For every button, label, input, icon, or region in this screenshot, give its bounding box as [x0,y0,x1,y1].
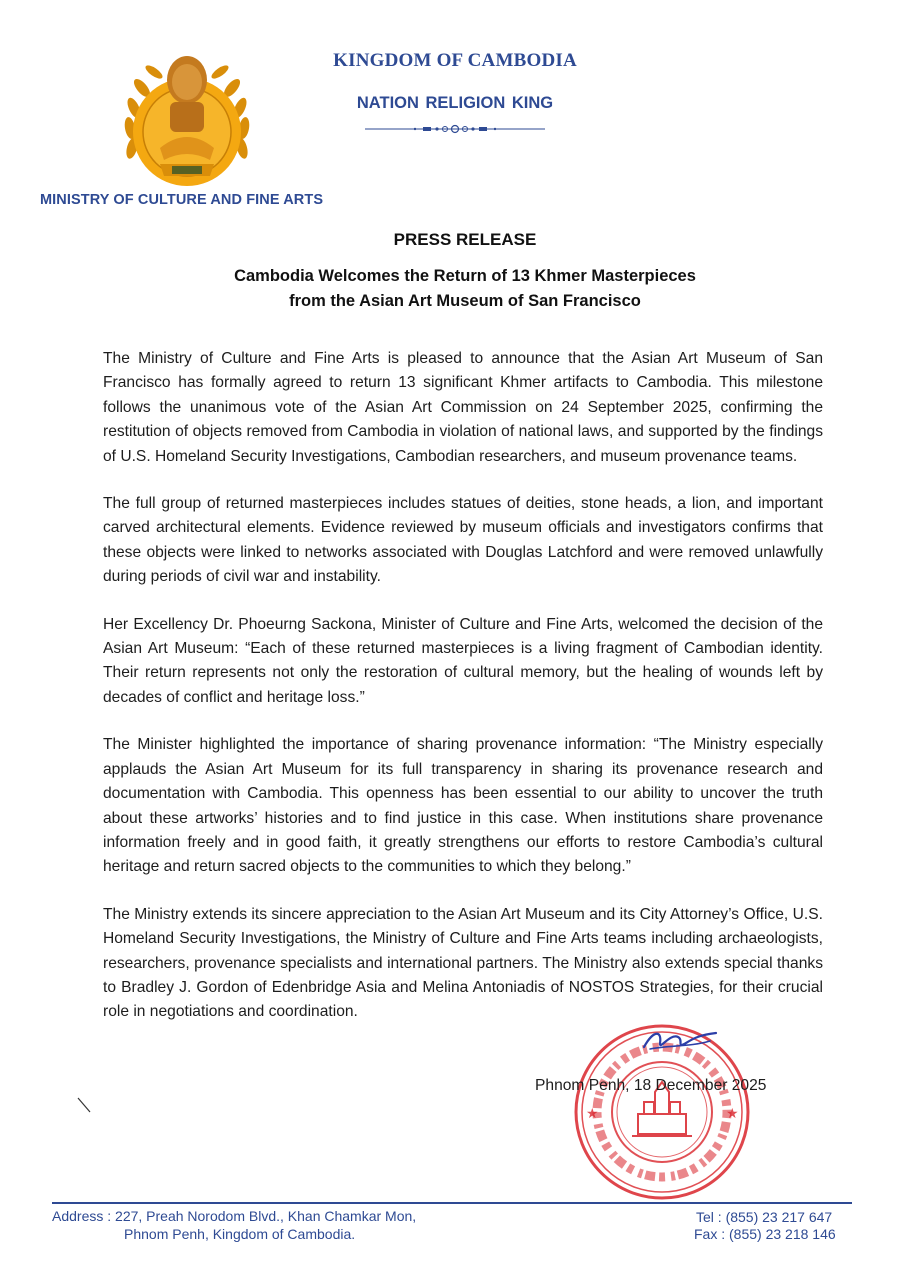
signature-icon [640,1025,720,1055]
footer-divider [52,1202,852,1204]
kingdom-title: KINGDOM OF CAMBODIA [333,50,577,71]
title-line-2: from the Asian Art Museum of San Francisco [289,292,641,310]
ornament-divider-icon [365,122,545,136]
ministry-name: MINISTRY OF CULTURE AND FINE ARTS [40,192,324,208]
address-line-2: Phnom Penh, Kingdom of Cambodia. [124,1226,356,1242]
paragraph: The Minister highlighted the importance of sharing provenance information: “The Ministry especially applauds the Asian Art Museum for its full transparency in sharing its provenance research and documentation with Cambodia. This openness has been essential to our ability to uncover the truth about these artworks’ histories and to find justice in this case. When institutions share provenance information freely and in good faith, it greatly strengthens our efforts to restore Cambodia’s cultural heritage and return sacred objects to the communities to which they belong.” [103,736,823,876]
ministry-emblem-icon [120,48,254,188]
paragraph: The Ministry extends its sincere appreciation to the Asian Art Museum and its City Attorney’s Office, U.S. Homeland Security Investigations, the Ministry of Culture and Fine Arts teams including archaeologists, researchers, provenance specialists and international partners. The Ministry also extends special thanks to Bradley J. Gordon of Edenbridge Asia and Melina Antoniadis of NOSTOS Strategies, for their crucial role in negotiations and coordination. [103,905,823,1021]
address-line-1: Address : 227, Preah Norodom Blvd., Khan Chamkar Mon, [52,1208,417,1224]
fax: Fax : (855) 23 218 146 [694,1226,836,1242]
document-title [0,264,905,314]
dateline: Phnom Penh, 18 December 2025 [535,1077,767,1094]
paragraph: The full group of returned masterpieces includes statues of deities, stone heads, a lion, and important carved architectural elements. Evidence reviewed by museum officials and investigators confirms that these objects were linked to networks associated with Douglas Latchford and were removed unlawfully during periods of civil war and instability. [103,495,823,586]
svg-text:★: ★ [586,1106,599,1122]
pen-mark-icon [76,1096,92,1114]
svg-text:★: ★ [726,1106,739,1122]
body-text [103,347,823,1048]
document-type: PRESS RELEASE [393,230,537,249]
paragraph: Her Excellency Dr. Phoeurng Sackona, Minister of Culture and Fine Arts, welcomed the decision of the Asian Art Museum: “Each of these returned masterpieces is a living fragment of Cambodian identity. Their return represents not only the restoration of cultural memory, but the healing of wounds left by decades of conflict and heritage loss.” [103,615,823,706]
national-motto: NATION RELIGION KING [356,94,554,112]
paragraph: The Ministry of Culture and Fine Arts is pleased to announce that the Asian Art Museum of San Francisco has formally agreed to return 13 significant Khmer artifacts to Cambodia. This milestone follows the unanimous vote of the Asian Art Commission on 24 September 2025, confirming the restitution of objects removed from Cambodia in violation of national laws, and supported by the findings of U.S. Homeland Security Investigations, Cambodian researchers, and museum provenance teams. [103,350,823,465]
telephone: Tel : (855) 23 217 647 [696,1209,833,1225]
title-line-1: Cambodia Welcomes the Return of 13 Khmer Masterpieces [234,267,696,285]
